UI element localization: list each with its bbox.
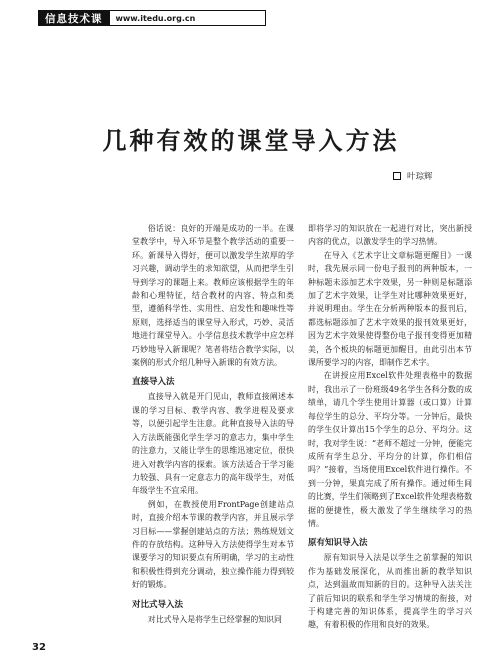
section-heading-direct: 直接导入法 [132, 377, 175, 388]
body-paragraph: 即将学习的知识放在一起进行对比，突出新授内容的优点，以激发学生的学习热情。 [308, 224, 472, 247]
byline [393, 170, 433, 182]
column-tag: 信息技术课 [38, 10, 110, 26]
section-heading-comparison: 对比式导入法 [132, 599, 184, 610]
body-paragraph: 在导入《艺术字让文章标题更醒目》一课时，我先展示同一份电子报刊的两种版本，一种标题未添加艺术字效果，另一种则是标题添加了艺术字效果，让学生对比哪种效果更好，并说明理由。学生在分析两种版本的报刊后，都选标题添加了艺术字效果的报刊效果更好，因为艺术字效果使得整份电子报刊变得更加精美，各个板块的标题更加醒目，由此引出本节课所要学习的内容，即制作艺术字。 [308, 250, 472, 368]
body-paragraph: 例如，在教授使用FrontPage创建站点时，直接介绍本节课的教学内容，并且展示学习目标——掌握创建站点的方法；熟练规划文件的存放结构。这种导入方法使得学生对本节课要学习的知识要点有所明确，学习的主动性和积极性得到充分调动，独立操作能力得到较好的锻炼。 [132, 499, 294, 590]
section-heading-prior-knowledge: 原有知识导入法 [308, 538, 368, 549]
square-icon [393, 172, 401, 180]
intro-paragraph: 俗话说：良好的开端是成功的一半。在课堂教学中，导入环节是整个教学活动的重要一环。新课导入得好，便可以激发学生浓厚的学习兴趣，调动学生的求知欲望，从而把学生引导到学习的课题上来。教师应该根据学生的年龄和心理特征，结合教材的内容、特点和类型，遵循科学性、实用性、启发性和趣味性等原则，选择适当的课堂导入形式，巧妙、灵活地进行课堂导入。小学信息技术教学中应怎样巧妙地导入新课呢？笔者将结合教学实际，以案例的形式介绍几种导入新课的有效方法。 [132, 224, 294, 368]
body-paragraph: 直接导入就是开门见山，教师直接阐述本课的学习目标、教学内容、教学进程及要求等，以便引起学生注意。此种直接导入法的导入方法既能强化学生学习的意志力，集中学生的注意力，又能让学生的思维迅速定位，很快进入对教学内容的探索。该方法适合于学习能力较强、具有一定意志力的高年级学生，对低年级学生不宜采用。 [132, 392, 294, 496]
column-header [38, 10, 266, 26]
body-paragraph: 原有知识导入法是以学生之前掌握的知识作为基础发展深化，从而推出新的教学知识点，达到温故而知新的目的。这种导入法关注了前后知识的联系和学生学习情境的衔接，对于构建完善的知识体系，提高学生的学习兴趣，有着积极的作用和良好的效果。 [308, 553, 472, 630]
body-paragraph: 对比式导入是将学生已经掌握的知识同 [147, 614, 282, 624]
right-column [308, 222, 472, 632]
body-paragraph: 在讲授应用Excel软件处理表格中的数据时，我出示了一份班级49名学生各科分数的成绩单，请几个学生使用计算器（或口算）计算每位学生的总分、平均分等。一分钟后，最快的学生仅计算出15个学生的总分、平均分。这时，我对学生说：“老师不超过一分钟，便能完成所有学生总分、平均分的计算，你们相信吗？”接着，当场使用Excel软件进行操作。不到一分钟，果真完成了所有操作。通过师生间的比赛，学生们领略到了Excel软件处理表格数据的便捷性，极大激发了学生继续学习的热情。 [308, 371, 472, 528]
site-url: www.itedu.org.cn [110, 10, 267, 26]
article-title: 几种有效的课堂导入方法 [102, 126, 400, 155]
page-number: 32 [32, 642, 46, 653]
author-name: 叶琮辉 [407, 172, 433, 182]
left-column [132, 222, 294, 626]
